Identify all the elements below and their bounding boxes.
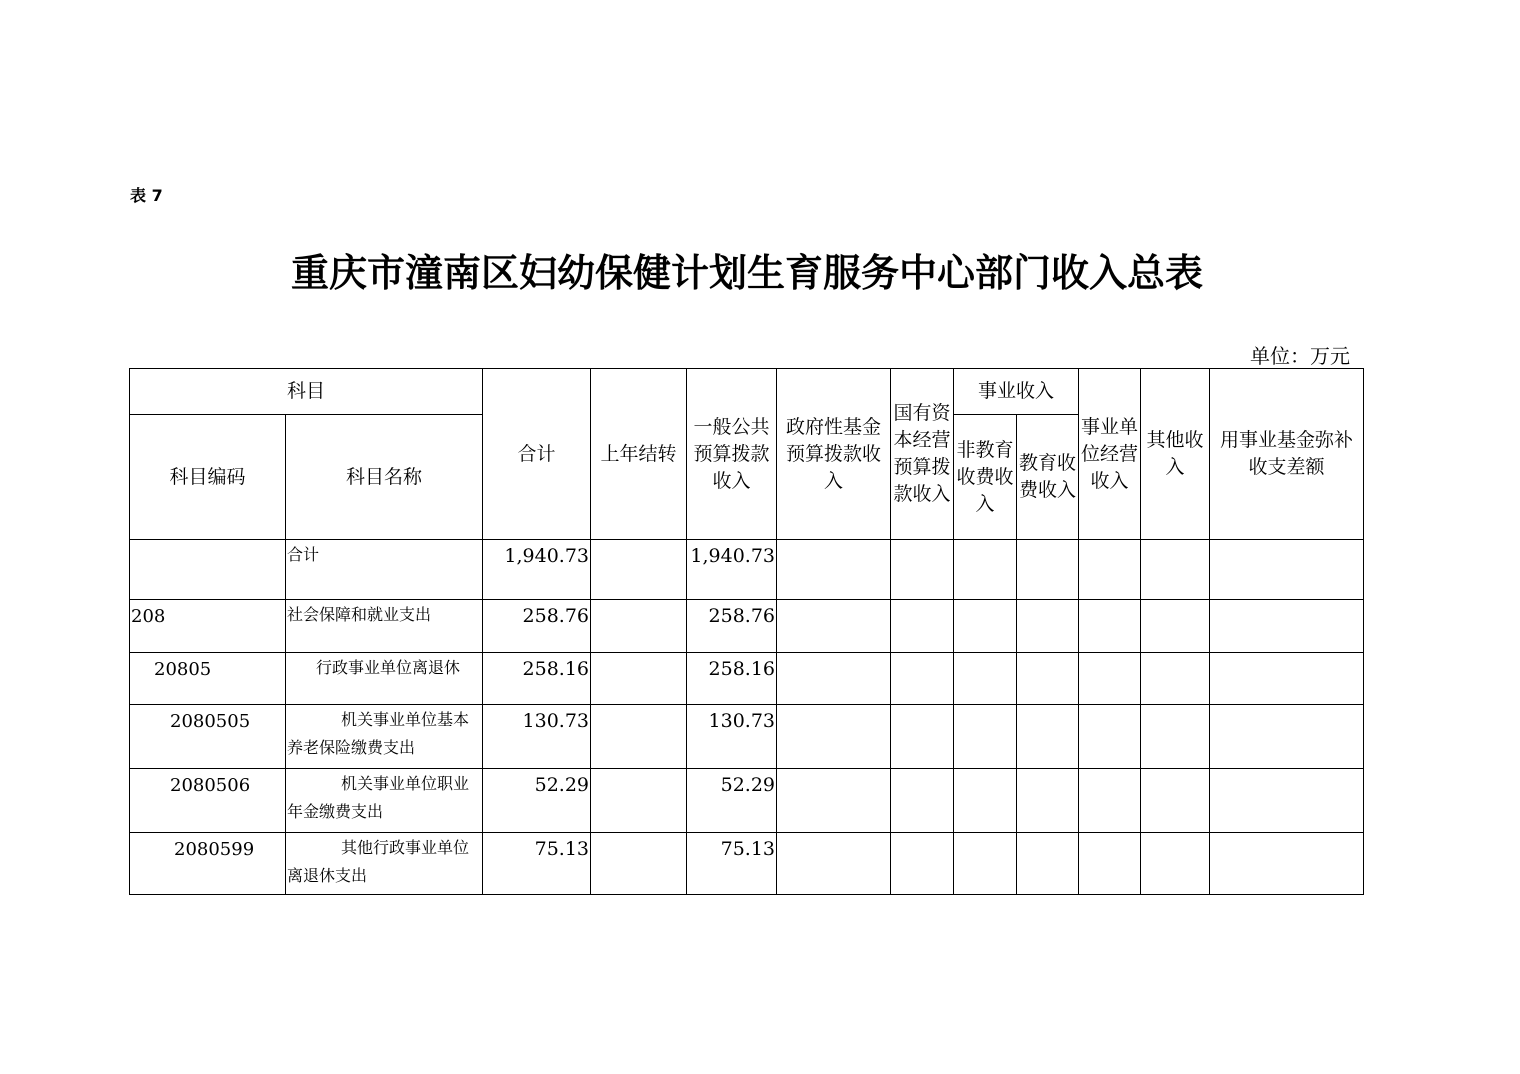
row-name: 社会保障和就业支出 (286, 600, 483, 653)
row-carryover (591, 540, 687, 600)
row-total: 130.73 (483, 705, 591, 769)
unit-label: 单位：万元 (1250, 344, 1350, 368)
row-general-budget: 1,940.73 (687, 540, 777, 600)
header-gov-fund: 政府性基金预算拨款收入 (777, 369, 891, 540)
table-number: 表 7 (130, 186, 163, 205)
row-code: 20805 (130, 653, 286, 705)
header-total: 合计 (483, 369, 591, 540)
header-subject: 科目 (130, 369, 483, 415)
table-row (130, 769, 1364, 833)
row-name: 其他行政事业单位离退休支出 (286, 833, 483, 895)
row-general-budget: 258.16 (687, 653, 777, 705)
row-name: 机关事业单位职业年金缴费支出 (286, 769, 483, 833)
table-row (130, 705, 1364, 769)
header-non-edu-fee: 非教育收费收入 (954, 415, 1017, 540)
row-total: 52.29 (483, 769, 591, 833)
row-code: 2080505 (130, 705, 286, 769)
table-row (130, 600, 1364, 653)
header-fund-offset: 用事业基金弥补收支差额 (1210, 369, 1364, 540)
row-carryover (591, 600, 687, 653)
row-code: 208 (130, 600, 286, 653)
header-unit-operating: 事业单位经营收入 (1079, 369, 1141, 540)
header-general-budget: 一般公共预算拨款收入 (687, 369, 777, 540)
row-general-budget: 258.76 (687, 600, 777, 653)
row-general-budget: 130.73 (687, 705, 777, 769)
header-state-capital: 国有资本经营预算拨款收入 (891, 369, 954, 540)
header-subject-code: 科目编码 (130, 415, 286, 540)
row-total: 75.13 (483, 833, 591, 895)
row-name: 机关事业单位基本养老保险缴费支出 (286, 705, 483, 769)
header-carryover: 上年结转 (591, 369, 687, 540)
document-title: 重庆市潼南区妇幼保健计划生育服务中心部门收入总表 (290, 251, 1203, 295)
table-row (130, 540, 1364, 600)
header-business-income: 事业收入 (954, 369, 1079, 415)
row-carryover (591, 769, 687, 833)
row-total: 258.16 (483, 653, 591, 705)
row-name: 合计 (286, 540, 483, 600)
row-name: 行政事业单位离退休 (286, 653, 483, 705)
header-edu-fee: 教育收费收入 (1017, 415, 1079, 540)
header-subject-name: 科目名称 (286, 415, 483, 540)
row-carryover (591, 705, 687, 769)
row-code: 2080506 (130, 769, 286, 833)
income-summary-table (129, 368, 1364, 895)
row-carryover (591, 653, 687, 705)
row-carryover (591, 833, 687, 895)
row-code (130, 540, 286, 600)
table-row (130, 653, 1364, 705)
header-other-income: 其他收入 (1141, 369, 1210, 540)
row-general-budget: 52.29 (687, 769, 777, 833)
row-general-budget: 75.13 (687, 833, 777, 895)
table-row (130, 833, 1364, 895)
row-code: 2080599 (130, 833, 286, 895)
row-total: 258.76 (483, 600, 591, 653)
row-total: 1,940.73 (483, 540, 591, 600)
